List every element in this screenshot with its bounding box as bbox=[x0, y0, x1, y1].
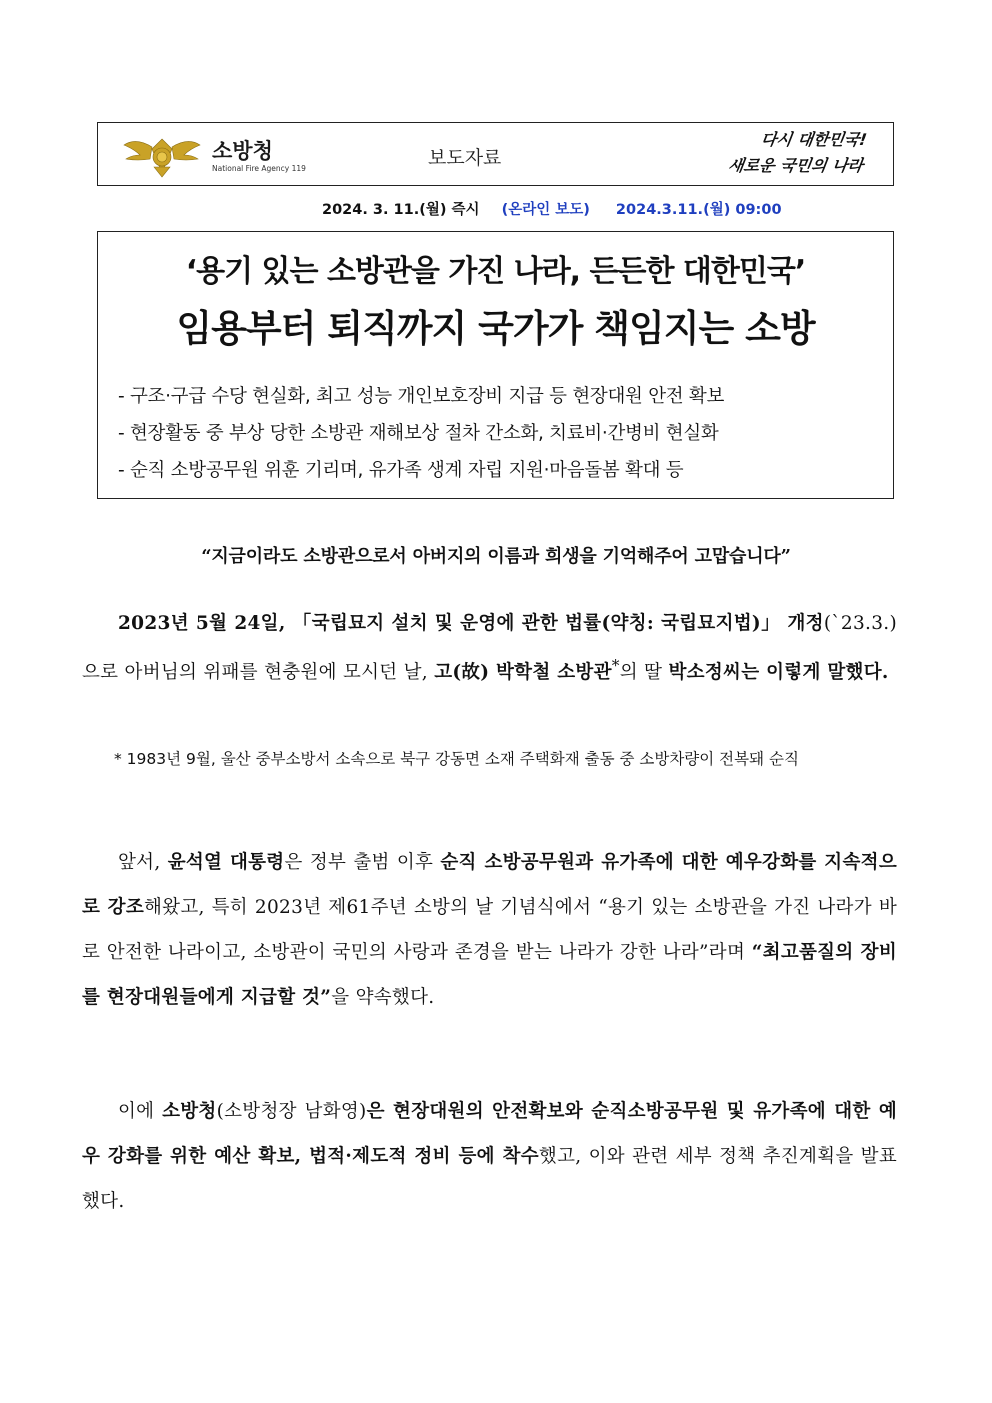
summary-bullets bbox=[118, 378, 724, 489]
p2-text-1: 앞서, bbox=[118, 852, 168, 873]
lead-quote: “지금이라도 소방관으로서 아버지의 이름과 희생을 기억해주어 고맙습니다” bbox=[201, 546, 791, 567]
agency-logo bbox=[122, 129, 312, 181]
release-dates bbox=[322, 198, 782, 219]
release-date: 2024. 3. 11.(월) 즉시 bbox=[322, 202, 480, 218]
p2-promise: “최고품질의 장비를 현장대원들에게 지급할 것” bbox=[82, 942, 897, 1008]
header-box bbox=[97, 122, 894, 186]
bullet-item: - 현장활동 중 부상 당한 소방관 재해보상 절차 간소화, 치료비·간병비 현실화 bbox=[118, 423, 719, 444]
online-label: (온라인 보도) bbox=[501, 202, 590, 218]
fire-agency-emblem-icon bbox=[122, 133, 202, 179]
paragraph-3 bbox=[82, 1089, 897, 1224]
p3-commissioner: (소방청장 남화영) bbox=[216, 1101, 367, 1122]
press-release-label: 보도자료 bbox=[428, 147, 502, 169]
p1-law-revision: 2023년 5월 24일, 「국립묘지 설치 및 운영에 관한 법률(약칭: 국립묘지법)」 개정 bbox=[118, 613, 824, 634]
bullet-item: - 순직 소방공무원 위훈 기리며, 유가족 생계 자립 지원·마음돌봄 확대 등 bbox=[118, 460, 684, 481]
main-heading: 임용부터 퇴직까지 국가가 책임지는 소방 bbox=[176, 307, 815, 350]
footnote-marker: * bbox=[611, 657, 620, 675]
footnote: * 1983년 9월, 울산 중부소방서 소속으로 북구 강동면 소재 주택화재 출동 중 소방차량이 전복돼 순직 bbox=[114, 750, 799, 768]
p3-emphasis: 은 현장대원의 안전확보와 순직소방공무원 및 유가족에 대한 예우 강화를 위한 예산 확보, 법적·제도적 정비 등에 착수 bbox=[82, 1101, 897, 1167]
p2-text-2: 은 정부 출범 이후 bbox=[284, 852, 441, 873]
p3-text-2: 했고, 이와 관련 세부 정책 추진계획을 발표했다. bbox=[82, 1146, 897, 1212]
p2-text-3: 해왔고, 특히 2023년 제61주년 소방의 날 기념식에서 “용기 있는 소방관을 가진 나라가 바로 안전한 나라이고, 소방관이 국민의 사랑과 존경을 받는 나라가 강한 나라”라며 bbox=[82, 897, 897, 963]
paragraph-1 bbox=[82, 602, 897, 694]
p2-emphasis: 순직 소방공무원과 유가족에 대한 예우강화를 지속적으로 강조 bbox=[82, 852, 897, 918]
slogan-line-1: 다시 대한민국! bbox=[759, 130, 869, 149]
government-slogan bbox=[727, 127, 869, 179]
p1-firefighter-name: 고(故) 박학철 소방관 bbox=[434, 662, 612, 684]
p2-president: 윤석열 대통령 bbox=[167, 852, 285, 873]
embargo-date: 2024.3.11.(월) 09:00 bbox=[615, 202, 782, 218]
p1-text: (`23.3.)으로 아버님의 위패를 현충원에 모시던 날, bbox=[82, 613, 897, 684]
bullet-item: - 구조·구급 수당 현실화, 최고 성능 개인보호장비 지급 등 현장대원 안전 확보 bbox=[118, 386, 725, 407]
p3-agency: 소방청 bbox=[162, 1101, 217, 1122]
subtitle-heading: ‘용기 있는 소방관을 가진 나라, 든든한 대한민국’ bbox=[185, 254, 806, 289]
p3-text-1: 이에 bbox=[118, 1101, 163, 1122]
agency-name: 소방청 bbox=[212, 139, 273, 163]
paragraph-2 bbox=[82, 840, 897, 1020]
p1-text-2: 의 딸 bbox=[619, 662, 669, 684]
p2-text-4: 을 약속했다. bbox=[331, 987, 435, 1008]
agency-english-name: National Fire Agency 119 bbox=[212, 164, 306, 173]
p1-daughter-statement: 박소정씨는 이렇게 말했다. bbox=[668, 662, 889, 684]
slogan-line-2: 새로운 국민의 나라 bbox=[727, 156, 865, 175]
title-box bbox=[97, 231, 894, 499]
